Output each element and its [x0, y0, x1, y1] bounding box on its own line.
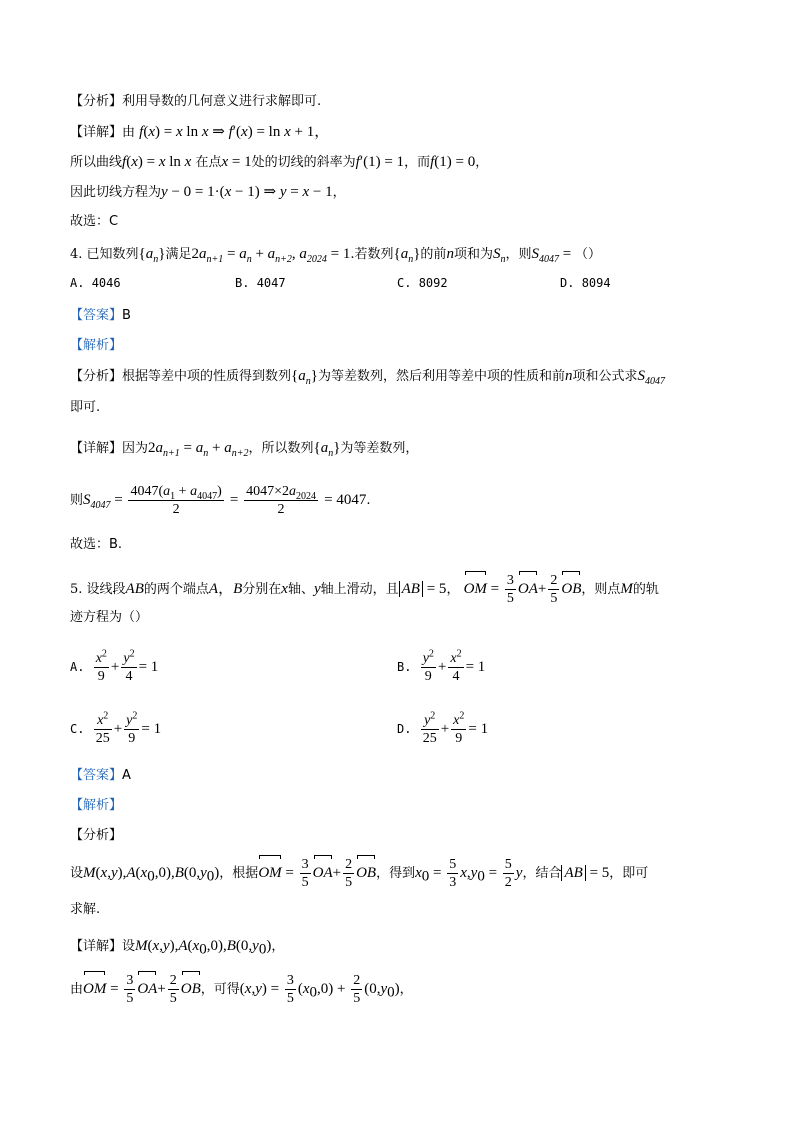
- text: 则: [70, 493, 84, 508]
- text: .: [366, 493, 371, 508]
- text: A.: [70, 660, 85, 674]
- text: 8094: [581, 276, 611, 290]
- text: ，结合: [522, 866, 562, 881]
- text: ，可得: [200, 982, 240, 997]
- text: = 4047: [324, 492, 367, 508]
- text: A.: [70, 276, 85, 290]
- q5-analysis: 设$M(x,y),A(x_0,0),B(0,y_0)$，根据OM = $\frac{3}{5}$ OA+ $\frac{2}{5}$ OB，得到$x_0$ = $\frac{5}{3}$ $x,y_0$ = $\frac{5}{2}$ y，结合 AB = 5，即可: [70, 857, 649, 890]
- q4-option-b: [235, 276, 286, 290]
- detail-text: 由: [122, 125, 136, 140]
- text: 处的切线的斜率为: [251, 155, 356, 170]
- tangent-line: 因此切线方程为y − 0 = 1·(x − 1) ⇒ y = x − 1，: [70, 184, 346, 200]
- q5-option-a: A. $\frac{x^2}{9}$ + $\frac{y^2}{4}$ = 1: [70, 648, 159, 684]
- text: 设: [122, 939, 136, 954]
- text: 【详解】: [70, 939, 123, 954]
- text: 4. 已知数列: [70, 247, 139, 262]
- text: 4046: [91, 276, 121, 290]
- text: B: [122, 308, 131, 323]
- text: ，则: [505, 247, 532, 262]
- text: ，则点: [581, 582, 621, 597]
- text: B.: [235, 276, 250, 290]
- text: 的轨: [632, 582, 659, 597]
- q5-option-c: C. $\frac{x^2}{25}$ + $\frac{y^2}{9}$ = 1: [70, 710, 162, 746]
- fraction: $\frac{4047(a_1 + a_{4047})}{2}$: [130, 484, 222, 517]
- text: ，即可: [609, 866, 649, 881]
- text: 所以曲线: [70, 155, 123, 170]
- text: ，根据: [219, 866, 259, 881]
- text: 为等差数列，: [340, 441, 419, 456]
- text: 在点: [195, 155, 222, 170]
- text: 满足: [165, 247, 192, 262]
- analysis-tag: 【分析】: [70, 94, 123, 109]
- q4-stem: 4. 已知数列$\{a_n\}$满足$2a_{n+1} = a_n + a_{n+2}$, $a_{2024} = 1$.若数列$\{a_n\}$的前n项和为$S_n$，则$S_{4047}$ = （）: [70, 246, 601, 265]
- text: 轴、: [287, 582, 314, 597]
- q4-sum-formula: 则$S_{4047}$ = $\frac{4047(a_1 + a_{4047})}{2}$ = $\frac{4047\times 2a_{2024}}{2}$ = 4047.: [70, 484, 371, 517]
- q5-option-d: D. $\frac{y^2}{25}$ + $\frac{x^2}{9}$ = 1: [397, 710, 489, 746]
- fraction: $\frac{4047\times 2a_{2024}}{2}$: [246, 484, 316, 517]
- q4-final: 故选：B.: [70, 537, 123, 552]
- text: ，: [271, 939, 285, 954]
- text: C.: [397, 276, 412, 290]
- text: D.: [397, 722, 412, 736]
- text: D.: [560, 276, 575, 290]
- q4-option-c: [397, 276, 448, 290]
- q4-option-d: [560, 276, 611, 290]
- text: ，得到: [376, 866, 416, 881]
- q4-jiexi-tag: 【解析】: [70, 338, 123, 353]
- text: 由: [70, 982, 84, 997]
- q5-analysis-end: 求解.: [70, 902, 101, 917]
- formula-derivative: f: [139, 124, 144, 140]
- text: 8092: [418, 276, 448, 290]
- text: 因此切线方程为: [70, 185, 162, 200]
- text: 分别在: [242, 582, 282, 597]
- text: （）: [574, 247, 601, 262]
- text: ，: [475, 155, 489, 170]
- detail-tag: 【详解】: [70, 125, 123, 140]
- text: A: [122, 768, 131, 783]
- q4-answer: [70, 306, 734, 326]
- q5-jiexi-tag: 【解析】: [70, 798, 123, 813]
- text: 【详解】: [70, 441, 123, 456]
- q5-fenxi-tag: 【分析】: [70, 828, 123, 843]
- text: 根据等差中项的性质得到数列: [122, 369, 292, 384]
- text: 项和为: [453, 247, 493, 262]
- text: ，: [446, 582, 460, 597]
- text: ，而: [404, 155, 431, 170]
- text: B.: [397, 660, 412, 674]
- q5-stem-line2: 迹方程为（）: [70, 610, 149, 625]
- text: 【分析】: [70, 369, 123, 384]
- text: .若数列: [350, 247, 394, 262]
- q5-detail: 【详解】设$M(x,y),A(x_0,0),B(0,y_0)$，: [70, 938, 285, 958]
- text: 5. 设线段: [70, 582, 126, 597]
- text: 因为: [122, 441, 149, 456]
- text: 【答案】: [70, 308, 123, 323]
- q4-analysis-end: 即可.: [70, 400, 101, 415]
- q5-stem: 5. 设线段AB的两个端点A，B分别在x轴、y轴上滑动，且 AB = 5， OM = $\frac{3}{5}$ OA+ $\frac{2}{5}$ OB，则点M的轨: [70, 573, 659, 606]
- analysis-text: 利用导数的几何意义进行求解即可.: [122, 94, 322, 109]
- text: 项和公式求: [572, 369, 638, 384]
- q4-option-a: [70, 276, 121, 290]
- q4-analysis: 【分析】根据等差中项的性质得到数列$\{a_n\}$为等差数列，然后利用等差中项的性质和前n项和公式求$S_{4047}$: [70, 368, 665, 387]
- q5-answer: [70, 766, 734, 786]
- text: C.: [70, 722, 85, 736]
- text: ，所以数列: [248, 441, 314, 456]
- q5-detail-2: 由OM = $\frac{3}{5}$ OA+ $\frac{2}{5}$ OB，可得(x,y) = $\frac{3}{5}$ $(x_0,0)$ + $\frac{2}{5}$ $(0,y_0)$，: [70, 973, 413, 1006]
- q5-option-b: B. $\frac{y^2}{9}$ + $\frac{x^2}{4}$ = 1: [397, 648, 486, 684]
- q4-detail: 【详解】因为$2a_{n+1} = a_n + a_{n+2}$，所以数列$\{a_n\}$为等差数列，: [70, 440, 419, 459]
- text: 的两个端点: [143, 582, 209, 597]
- text: ，: [332, 185, 346, 200]
- text: 设: [70, 866, 84, 881]
- text: 的前: [420, 247, 447, 262]
- text: 4047: [256, 276, 286, 290]
- text: ，: [399, 982, 413, 997]
- answer-line-3: 故选：C: [70, 214, 119, 229]
- analysis-line: [70, 92, 734, 112]
- text: 为等差数列，然后利用等差中项的性质和前: [317, 369, 565, 384]
- text: 【答案】: [70, 768, 123, 783]
- detail-line: 【详解】由 f(x) = x ln x ⇒ f′(x) = ln x + 1，: [70, 124, 330, 140]
- slope-line: 所以曲线f(x) = x ln x 在点x = 1处的切线的斜率为f′(1) = 1，而f(1) = 0，: [70, 154, 489, 170]
- text: 轴上滑动，且: [320, 582, 399, 597]
